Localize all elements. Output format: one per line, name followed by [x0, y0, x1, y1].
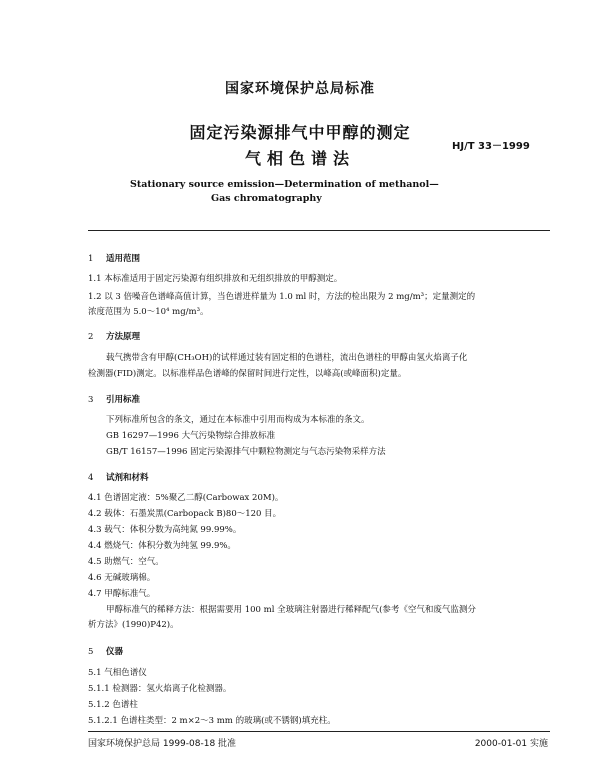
clause-4-6: 4.6 无碱玻璃棉。 [88, 573, 156, 583]
section-title: 适用范围 [106, 254, 141, 264]
referenced-standard-1: GB 16297—1996 大气污染物综合排放标准 [106, 431, 276, 441]
clause-5-1-2-1: 5.1.2.1 色谱柱类型：2 m×2～3 mm 的玻璃(或不锈钢)填充柱。 [88, 716, 336, 726]
section-title: 仪器 [106, 647, 124, 657]
section-number: 4 [88, 473, 94, 483]
clause-5-1-1: 5.1.1 检测器：氢火焰离子化检测器。 [88, 684, 232, 694]
referenced-standard-2: GB/T 16157—1996 固定污染源排气中颗粒物测定与气态污染物采样方法 [106, 447, 386, 457]
clause-1-1: 1.1 本标准适用于固定污染源有组织排放和无组织排放的甲醇测定。 [88, 274, 343, 284]
section-2-text-line2: 检测器(FID)测定。以标准样品色谱峰的保留时间进行定性，以峰高(或峰面积)定量。 [88, 369, 407, 379]
effective-date: 2000-01-01 实施 [474, 739, 548, 749]
english-title-line2: Gas chromatography [211, 193, 322, 204]
clause-4-3: 4.3 载气：体积分数为高纯氮 99.99%。 [88, 525, 242, 535]
section-5-heading [88, 645, 123, 657]
clause-4-7-text-line2: 析方法》(1990)P42)。 [88, 620, 179, 630]
header-divider [88, 230, 550, 231]
clause-4-2: 4.2 载体：石墨炭黑(Carbopack B)80～120 目。 [88, 509, 282, 519]
clause-4-1: 4.1 色谱固定液：5%聚乙二醇(Carbowax 20M)。 [88, 493, 284, 503]
clause-4-4: 4.4 燃烧气：体积分数为纯氢 99.9%。 [88, 541, 236, 551]
clause-5-1-2: 5.1.2 色谱柱 [88, 700, 138, 710]
section-2-heading [88, 330, 140, 342]
section-title: 试剂和材料 [106, 473, 149, 483]
document-title-line2: 气相色谱法 [244, 149, 355, 168]
section-number: 5 [88, 647, 94, 657]
section-3-intro: 下列标准所包含的条文，通过在本标准中引用而构成为本标准的条文。 [106, 415, 370, 425]
section-3-heading [88, 393, 140, 405]
clause-1-2-line1: 1.2 以 3 倍噪音色谱峰高值计算，当色谱进样量为 1.0 ml 时，方法的检出限为 2 mg/m³；定量测定的 [88, 292, 476, 302]
issuing-authority: 国家环境保护总局标准 [225, 81, 375, 97]
document-title-line1: 固定污染源排气中甲醇的测定 [189, 123, 411, 142]
section-2-text-line1: 载气携带含有甲醇(CH₃OH)的试样通过装有固定相的色谱柱，流出色谱柱的甲醇由氢火焰离子化 [106, 353, 468, 363]
clause-1-2-line2: 浓度范围为 5.0～10⁴ mg/m³。 [88, 307, 209, 317]
clause-4-7-text-line1: 甲醇标准气的稀释方法：根据需要用 100 ml 全玻璃注射器进行稀释配气(参考《空气和废气监测分 [106, 605, 476, 615]
clause-4-7: 4.7 甲醇标准气。 [88, 589, 156, 599]
section-title: 方法原理 [106, 332, 141, 342]
section-number: 1 [88, 254, 94, 264]
footer-divider [88, 731, 550, 732]
english-title-line1: Stationary source emission—Determination of methanol— [130, 179, 439, 190]
clause-4-5: 4.5 助燃气：空气。 [88, 557, 164, 567]
clause-5-1: 5.1 气相色谱仪 [88, 668, 147, 678]
approval-date: 国家环境保护总局 1999-08-18 批准 [88, 739, 237, 749]
section-1-heading [88, 252, 140, 264]
section-title: 引用标准 [106, 395, 141, 405]
section-number: 3 [88, 395, 94, 405]
section-number: 2 [88, 332, 94, 342]
section-4-heading [88, 471, 149, 483]
standard-number: HJ/T 33－1999 [452, 141, 530, 152]
